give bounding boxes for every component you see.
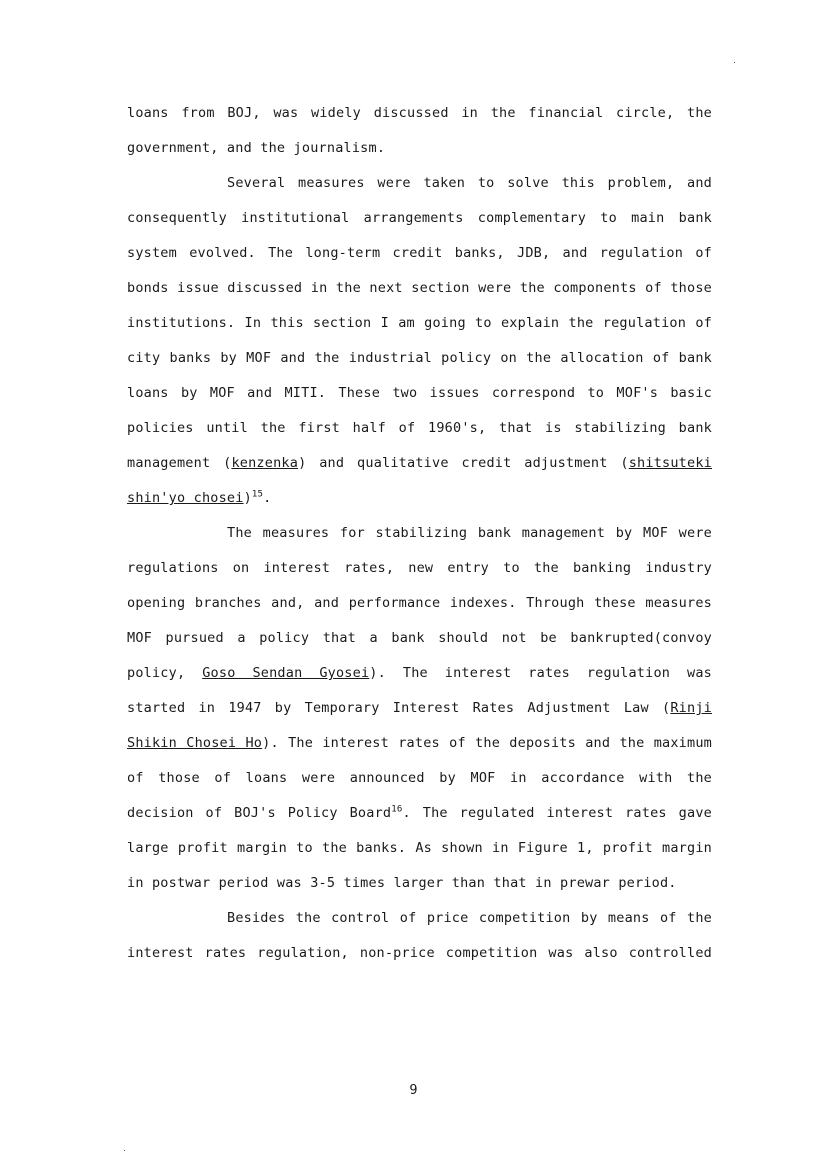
paragraph-3-line-9: [127, 803, 712, 823]
text-segment: management (: [127, 455, 232, 471]
italic-term-shitsuteki: shitsuteki: [628, 455, 712, 471]
paragraph-3-line-6: [127, 698, 712, 718]
paragraph-1-line-1: loans from BOJ, was widely discussed in the financial circle, the: [127, 105, 712, 121]
paragraph-3-line-11: in postwar period was 3-5 times larger than that in prewar period.: [127, 875, 677, 891]
paragraph-3-line-10: large profit margin to the banks. As shown in Figure 1, profit margin: [127, 840, 712, 856]
paragraph-3-line-3: opening branches and, and performance indexes. Through these measures: [127, 595, 712, 611]
footnote-marker: 16: [391, 804, 403, 815]
paragraph-3-line-8: of those of loans were announced by MOF in accordance with the: [127, 770, 712, 786]
paragraph-2-line-3: system evolved. The long-term credit banks, JDB, and regulation of: [127, 245, 712, 261]
paragraph-3-line-2: regulations on interest rates, new entry to the banking industry: [127, 560, 712, 576]
paragraph-4-line-2: interest rates regulation, non-price competition was also controlled: [127, 945, 712, 961]
paragraph-3-line-4: MOF pursued a policy that a bank should not be bankrupted(convoy: [127, 630, 712, 646]
scan-speck: [124, 1150, 125, 1151]
paragraph-2-line-9: [127, 453, 712, 473]
text-segment: ). The interest rates regulation was: [369, 665, 713, 681]
paragraph-2-line-5: institutions. In this section I am going to explain the regulation of: [127, 315, 712, 331]
italic-term-kenzenka: kenzenka: [231, 455, 299, 471]
paragraph-2-line-6: city banks by MOF and the industrial policy on the allocation of bank: [127, 350, 712, 366]
paragraph-1-line-2: government, and the journalism.: [127, 140, 386, 156]
italic-term-rinji: Rinji: [670, 700, 712, 716]
paragraph-3-line-1: The measures for stabilizing bank management by MOF were: [227, 525, 712, 541]
text-segment: .: [263, 490, 272, 506]
footnote-marker: 15: [251, 489, 264, 500]
text-segment: ) and qualitative credit adjustment (: [298, 455, 629, 471]
paragraph-2-line-2: consequently institutional arrangements complementary to main bank: [127, 210, 712, 226]
paragraph-3-line-7: [127, 733, 712, 753]
italic-term-goso-sendan-gyosei: Goso Sendan Gyosei: [202, 665, 370, 681]
page-number: 9: [409, 1082, 418, 1098]
paragraph-2-line-10: [127, 488, 712, 508]
text-segment: decision of BOJ's Policy Board: [127, 805, 392, 821]
italic-term-shikin-chosei-ho: Shikin Chosei Ho: [127, 735, 263, 751]
text-segment: ). The interest rates of the deposits and the maximum: [262, 735, 712, 751]
paragraph-2-line-4: bonds issue discussed in the next section were the components of those: [127, 280, 712, 296]
paragraph-2-line-7: loans by MOF and MITI. These two issues correspond to MOF's basic: [127, 385, 712, 401]
text-segment: . The regulated interest rates gave: [402, 805, 712, 821]
paragraph-4-line-1: Besides the control of price competition by means of the: [227, 910, 712, 926]
text-segment: policy,: [127, 665, 203, 681]
text-segment: ): [243, 490, 252, 506]
paragraph-2-line-8: policies until the first half of 1960's, that is stabilizing bank: [127, 420, 712, 436]
text-segment: started in 1947 by Temporary Interest Rates Adjustment Law (: [127, 700, 671, 716]
paragraph-2-line-1: Several measures were taken to solve this problem, and: [227, 175, 712, 191]
scan-speck: [734, 62, 735, 63]
italic-term-shinyo-chosei: shin'yo chosei: [127, 490, 244, 506]
paragraph-3-line-5: [127, 663, 712, 683]
